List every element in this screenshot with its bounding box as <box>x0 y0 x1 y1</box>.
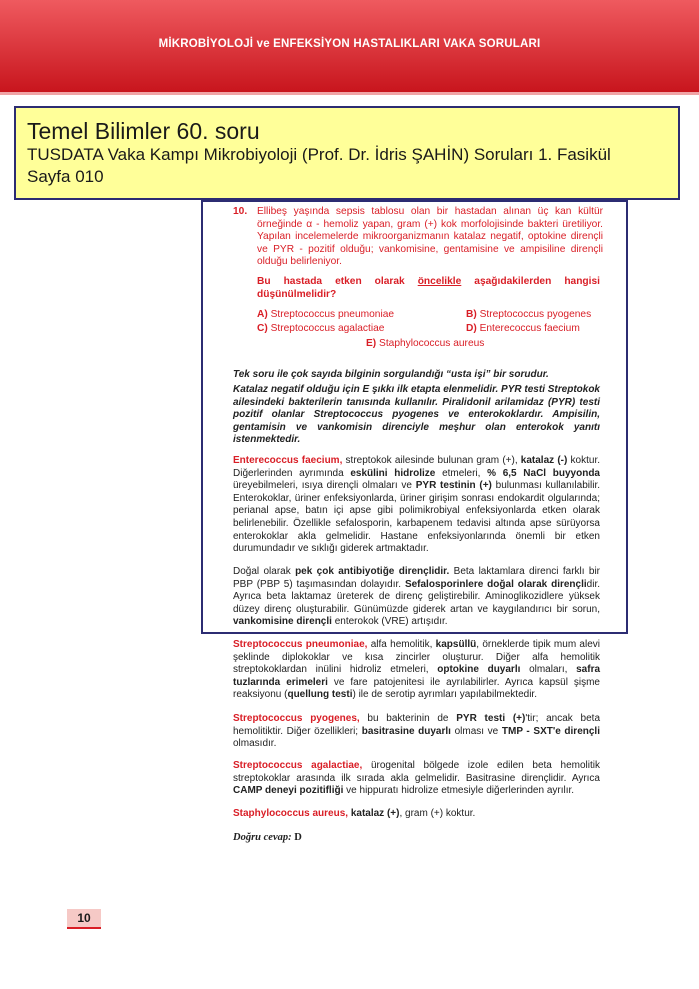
option-c <box>257 323 384 334</box>
text-run: ürogenital bölgede izole edilen beta hemolitik streptokoklar arasında ilk sırada akla gelmelidir. Basitrasine dirençlidir. Ayrıca <box>233 760 600 784</box>
ask-post: aşağıdakilerden hangisi düşünülmelidir? <box>257 276 600 300</box>
text-run: Beta laktamlara direnci farklı bir PBP (PBP 5) taşımasından dolayıdır. <box>233 566 601 590</box>
header-title: MİKROBİYOLOJİ ve ENFEKSİYON HASTALIKLARI VAKA SORULARI <box>158 38 541 50</box>
paragraph-enterococcus <box>233 455 600 556</box>
text-run: üreyebilmeleri, ısıya dirençli olmaları ve <box>233 480 416 492</box>
option-b <box>466 309 591 320</box>
text-run: etmeleri, <box>435 467 488 479</box>
question-stem: Ellibeş yaşında sepsis tablosu olan bir hastadan alınan üç kan kültür örneğinde α - hemoliz yapan, gram (+) kok morfolojisinde bakteri üretiliyor. Yapılan incelemelerde mikroorganizmanın katalaz negatif, optokine dirençli ve PYR - pozitif olduğu; vankomisine, gentamisine ve ampisiline dirençli olduğu belirleniyor. <box>257 206 603 268</box>
option-e <box>366 338 484 349</box>
text-run: Doğal olarak <box>233 566 296 577</box>
bold-run: safra tuzlarında erimeleri <box>233 664 601 688</box>
option-a-letter: A) <box>257 309 268 320</box>
bold-run: PYR testinin (+) <box>415 480 492 492</box>
organism-name: Streptococcus agalactiae, <box>233 760 363 771</box>
ask-emphasis: öncelikle <box>417 276 462 287</box>
info-page: Sayfa 010 <box>27 167 104 186</box>
text-run: ve fare patojenitesi ile ayrılabilirler. Ayrıca kapsül şişme reaksiyonu ( <box>233 676 600 701</box>
text-run: olması ve <box>450 725 502 737</box>
bold-run: pek çok antibiyotiğe dirençlidir. <box>295 566 450 577</box>
text-run: alfa hemolitik, <box>367 639 436 650</box>
organism-name: Streptococcus pyogenes, <box>233 713 360 724</box>
option-b-text: Streptococcus pyogenes <box>479 309 592 320</box>
option-e-text: Staphylococcus aureus <box>379 338 485 349</box>
header-band <box>0 0 699 92</box>
option-d-text: Enterecoccus faecium <box>479 323 580 334</box>
bold-run: % 6,5 NaCl buyyonda <box>487 467 600 479</box>
text-run: olmasıdır. <box>233 738 277 750</box>
text-run: koktur. Diğerlerinden ayrımında <box>233 455 600 479</box>
paragraph-agalactiae <box>233 760 600 798</box>
bold-run: CAMP deneyi pozitifliği <box>233 785 344 797</box>
header-divider <box>0 92 699 95</box>
text-run: , gram (+) koktur. <box>399 808 476 819</box>
ask-pre: Bu hastada etken olarak <box>257 276 418 287</box>
text-run: , örneklerde tipik mum alevi şeklinde diplokoklar ve kısa zincirler oluşturur. Diğer alfa hemolitik streptokoklardan inülini hidroliz etmeleri, <box>233 639 601 676</box>
text-run: dir. Ayrıca beta laktamaz üreterek de direnç geliştirebilir. Aminoglikozidlere yüksek düzey direnç oluşturabilir. Günümüzde giderek artan ve kaygılandırıcı bir sorun, <box>233 578 600 615</box>
text-run: bu bakterinin de <box>359 713 457 724</box>
source-info-box <box>14 106 680 200</box>
answer-label: Doğru cevap: <box>233 832 292 843</box>
option-d-letter: D) <box>466 323 477 334</box>
correct-answer <box>233 832 302 843</box>
organism-name: Enterecoccus faecium, <box>233 455 343 466</box>
bold-run: optokine duyarlı <box>437 664 521 676</box>
text-run: olmaları, <box>520 664 577 676</box>
bold-run: PYR testi (+) <box>456 713 526 724</box>
bold-run: katalaz (-) <box>520 455 568 466</box>
bold-run: kapsüllü <box>435 639 477 650</box>
paragraph-pyogenes <box>233 713 600 751</box>
info-title: Temel Bilimler 60. soru <box>27 118 260 144</box>
text-run: ve hippuratı hidrolize etmesiyle diğerlerinden ayrılır. <box>343 785 575 797</box>
bold-run: basitrasine duyarlı <box>361 725 451 737</box>
bold-run: vankomisine dirençli <box>233 616 332 628</box>
question-block <box>233 206 603 269</box>
question-number: 10. <box>233 206 248 217</box>
explanation-intro: Tek soru ile çok sayıda bilginin sorgulandığı “usta işi” bir sorudur. <box>233 369 549 380</box>
organism-name: Streptococcus pneumoniae, <box>233 639 368 650</box>
option-e-letter: E) <box>366 338 377 349</box>
question-ask <box>257 276 600 301</box>
text-run: streptokok ailesinde bulunan gram (+), <box>342 455 521 466</box>
paragraph-resistance <box>233 566 600 629</box>
option-c-letter: C) <box>257 323 268 334</box>
option-c-text: Streptococcus agalactiae <box>270 323 385 334</box>
text-run: enterokok (VRE) artışıdır. <box>331 616 448 628</box>
bold-run: katalaz (+) <box>350 808 400 819</box>
organism-name: Staphylococcus aureus, <box>233 808 349 819</box>
option-d <box>466 323 580 334</box>
bold-run: quellung testi <box>287 689 353 701</box>
info-source: TUSDATA Vaka Kampı Mikrobiyoloji (Prof. Dr. İdris ŞAHİN) Soruları 1. Fasikül <box>27 145 611 164</box>
text-run: bulunması kullanılabilir. Enterokoklar, üriner enfeksiyonlarda, üriner girişim sonrası endokardit olgularında; perianal apse, batın içi apse gibi polimikrobiyal enfeksiyonlarda etken olarak belirlenebilir. Özellikle sefalosporin, karbapenem tedavisi altında apse sürüyorsa enterokoklar akla gelmelidir. Hastane enfeksiyonlarında önemli bir etken durumundadır ve sıklığı giderek artmaktadır. <box>233 480 600 555</box>
bold-run: TMP - SXT'e dirençli <box>501 725 600 737</box>
paragraph-pneumoniae <box>233 639 600 702</box>
text-run: ) ile de serotip ayrımları yapılabilmektedir. <box>352 689 537 701</box>
page-number: 10 <box>67 909 101 929</box>
bold-run: Sefalosporinlere doğal olarak dirençli <box>404 578 587 590</box>
option-b-letter: B) <box>466 309 477 320</box>
paragraph-aureus <box>233 808 600 821</box>
text-run: 'tir; ancak beta hemolitiktir. Diğer özellikleri; <box>233 713 601 737</box>
option-a <box>257 309 394 320</box>
explanation-summary: Katalaz negatif olduğu için E şıkkı ilk etapta elenmelidir. PYR testi Streptokok ailesindeki bakterilerin tanısında kullanılır. Piralidonil arilamidaz (PYR) testi pozitif olanlar Streptococcus pyogenes ve enterokoklardır. Ampisilin, gentamisin ve vankomisin direnciyle meşhur olan enterokok yanıtı istenmektedir. <box>233 384 600 446</box>
option-a-text: Streptococcus pneumoniae <box>270 309 395 320</box>
bold-run: eskülini hidrolize <box>350 467 436 479</box>
answer-value: D <box>294 832 302 843</box>
